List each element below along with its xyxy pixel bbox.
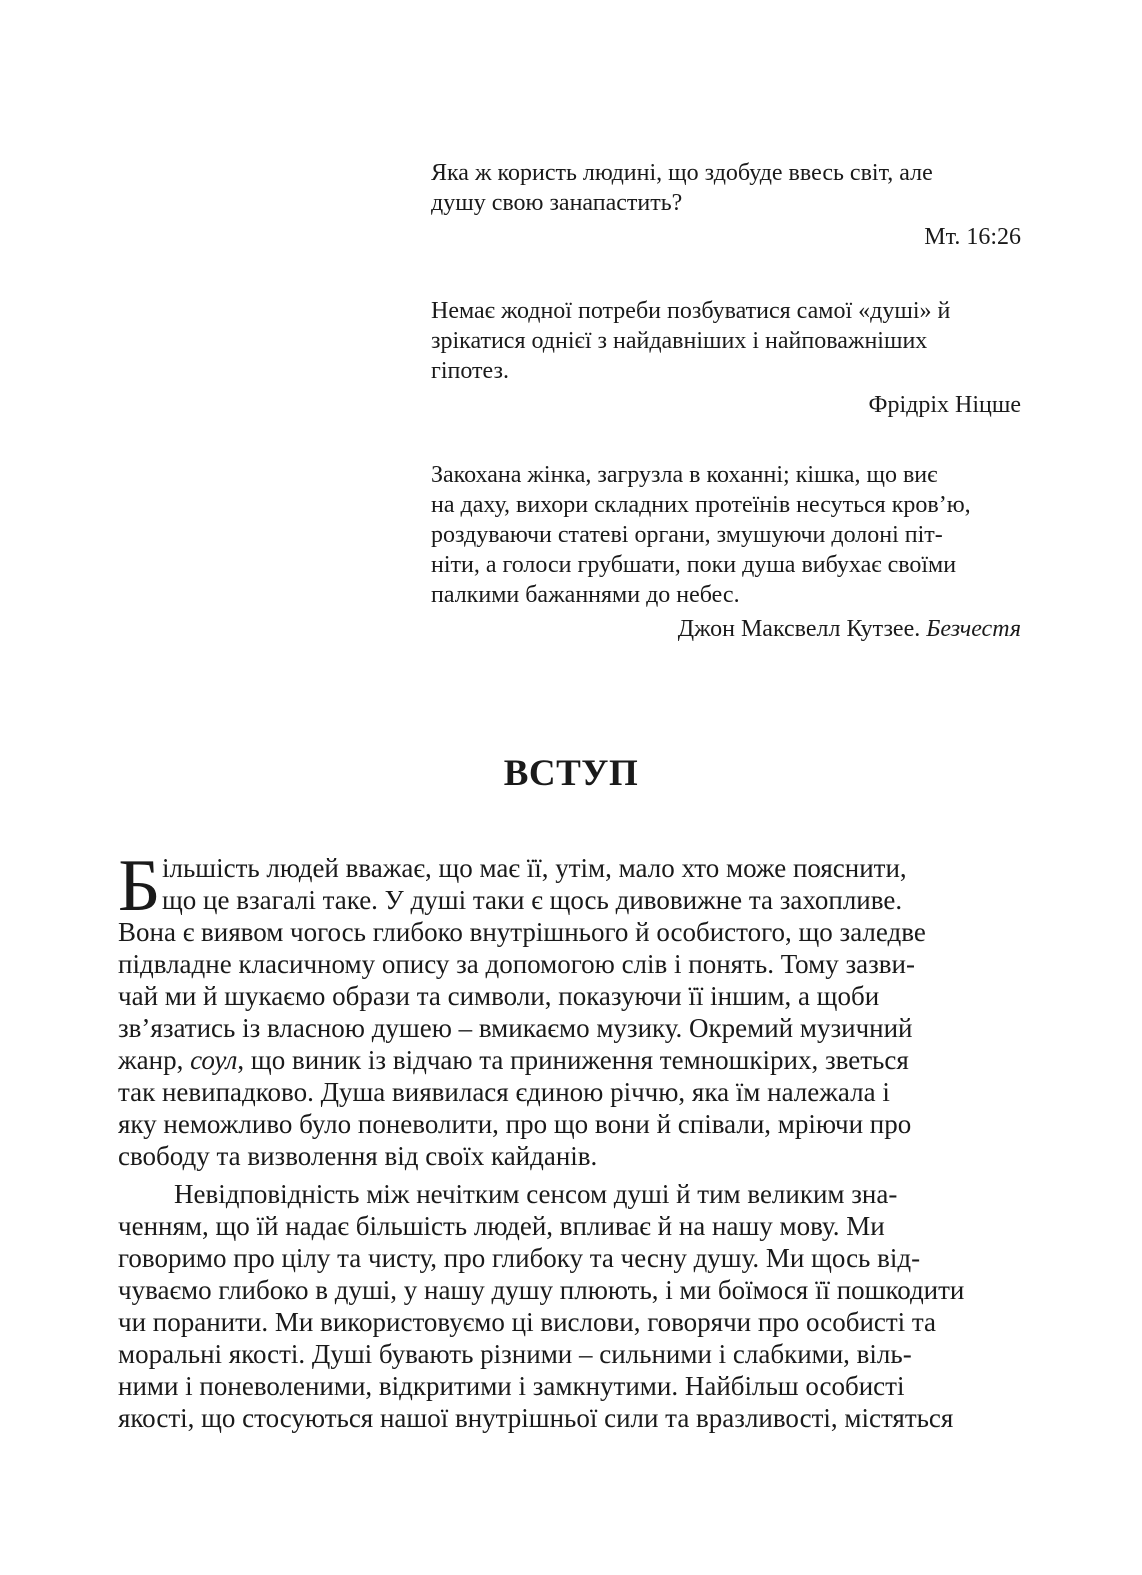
body-line: підвладне класичному опису за допомогою слів і понять. Тому зазви- [118,949,916,979]
body-line: якості, що стосуються нашої внутрішньої сили та вразливості, містяться [118,1403,954,1433]
epigraph-3-line: палкими бажаннями до небес. [431,582,740,608]
body-line: ними і поневоленими, відкритими і замкнутими. Найбільш особисті [118,1371,905,1401]
chapter-heading: ВСТУП [503,753,639,794]
body-line: говоримо про цілу та чисту, про глибоку та чесну душу. Ми щось від- [118,1243,921,1273]
epigraph-2-line: Немає жодної потреби позбуватися самої «душі» й [431,298,951,324]
body-line: моральні якості. Душі бувають різними – сильними і слабкими, віль- [118,1339,912,1369]
epigraph-3-line: роздуваючи статеві органи, змушуючи долоні піт- [431,522,943,548]
body-italic-word: соул [190,1045,238,1075]
body-text-segment: жанр, [118,1045,191,1075]
body-line: зв’язатись із власною душею – вмикаємо музику. Окремий музичний [118,1013,913,1043]
body-text [118,845,1020,1434]
body-line: свободу та визволення від своїх кайданів. [118,1141,598,1171]
body-line: Невідповідність між нечітким сенсом душі й тим великим зна- [174,1179,898,1209]
epigraph-3-work: Безчестя [926,616,1021,642]
epigraph-1-line: Яка ж користь людині, що здобуде ввесь світ, але [431,160,933,186]
epigraph-2 [431,296,1021,420]
body-line [118,1044,1020,1076]
epigraph-1-line: душу свою занапастить? [431,190,683,216]
epigraph-3 [431,460,1021,644]
body-line: чуваємо глибоко в душі, у нашу душу плюють, і ми боїмося її пошкодити [118,1275,965,1305]
body-line: чи поранити. Ми використовуємо ці вислови, говорячи про особисті та [118,1307,937,1337]
epigraph-1 [431,158,1021,256]
body-line: що це взагалі таке. У душі таки є щось дивовижне та захопливе. [162,885,903,915]
epigraph-3-author: Джон Максвелл Кутзее. [677,616,921,642]
epigraphs [431,158,1021,684]
epigraph-2-attribution: Фрідріх Ніцше [868,392,1021,418]
body-text-segment: , що виник із відчаю та приниження темношкірих, зветься [237,1045,909,1075]
epigraph-3-line: Закохана жінка, загрузла в коханні; кішка, що виє [431,462,938,488]
body-line: так невипадково. Душа виявилася єдиною річчю, яка їм належала і [118,1077,890,1107]
epigraph-1-attribution: Мт. 16:26 [924,224,1021,250]
body-line: Вона є виявом чогось глибоко внутрішнього й особистого, що заледве [118,917,926,947]
body-line: яку неможливо було поневолити, про що вони й співали, мріючи про [118,1109,912,1139]
drop-cap: Б [118,845,161,927]
epigraph-3-attribution [431,614,1021,644]
epigraph-3-line: ніти, а голоси грубшати, поки душа вибухає своїми [431,552,957,578]
body-line: чай ми й шукаємо образи та символи, показуючи її іншим, а щоби [118,981,880,1011]
body-line: ченням, що їй надає більшість людей, впливає й на нашу мову. Ми [118,1211,885,1241]
epigraph-2-line: гіпотез. [431,358,509,384]
paragraph-2 [118,1178,1020,1434]
epigraph-3-line: на даху, вихори складних протеїнів несуться кров’ю, [431,492,971,518]
body-line: ільшість людей вважає, що має її, утім, мало хто може пояснити, [162,853,907,883]
epigraph-2-line: зрікатися однієї з найдавніших і найповажніших [431,328,928,354]
